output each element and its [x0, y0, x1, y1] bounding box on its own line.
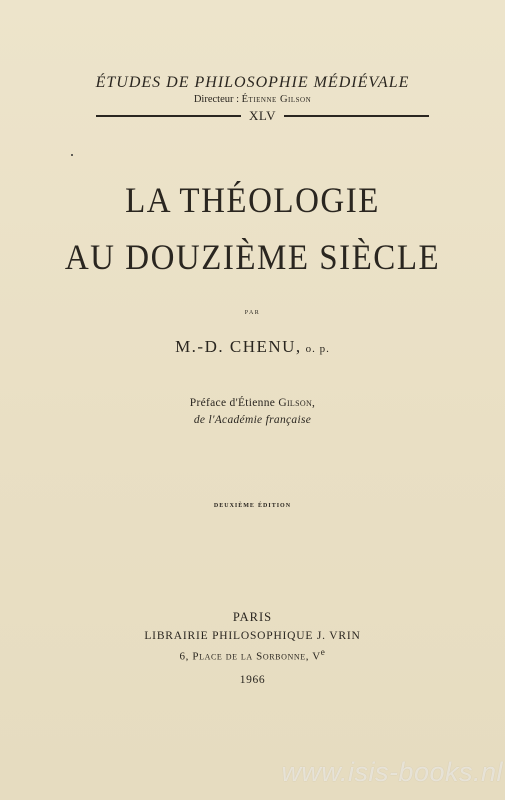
volume-number: XLV [248, 108, 277, 123]
imprint-year: 1966 [239, 674, 266, 686]
author-suffix: o. p. [305, 343, 330, 355]
left-rule [96, 115, 241, 117]
imprint-city: PARIS [232, 610, 273, 624]
volume-rule [96, 108, 429, 124]
preface-affiliation: de l'Académie française [193, 414, 312, 426]
preface-author: Gilson, [278, 397, 316, 409]
right-rule [284, 115, 429, 117]
series-title: ÉTUDES DE PHILOSOPHIE MÉDIÉVALE [95, 74, 410, 91]
address-street: Place de la Sorbonne, V [192, 650, 321, 663]
author-name: M.-D. CHENU, [175, 337, 302, 356]
by-label: par [244, 306, 261, 316]
preface-prefix: Préface d'Étienne [189, 397, 279, 409]
book-title-line1: LA THÉOLOGIE [125, 181, 380, 221]
book-title-line2: AU DOUZIÈME SIÈCLE [64, 238, 441, 278]
address-superscript: e [320, 647, 326, 657]
watermark: www.isis-books.nl [281, 757, 503, 787]
director-label: Directeur : [193, 94, 240, 105]
edition-label: deuxième édition [213, 499, 292, 509]
author-line [0, 337, 505, 357]
imprint-publisher: LIBRAIRIE PHILOSOPHIQUE J. VRIN [144, 630, 361, 642]
series-director [0, 94, 505, 105]
ink-speck [71, 154, 73, 156]
imprint-address [0, 647, 505, 663]
address-number: 6, [179, 650, 193, 663]
director-name: Étienne Gilson [241, 94, 312, 105]
preface-line [0, 397, 505, 409]
